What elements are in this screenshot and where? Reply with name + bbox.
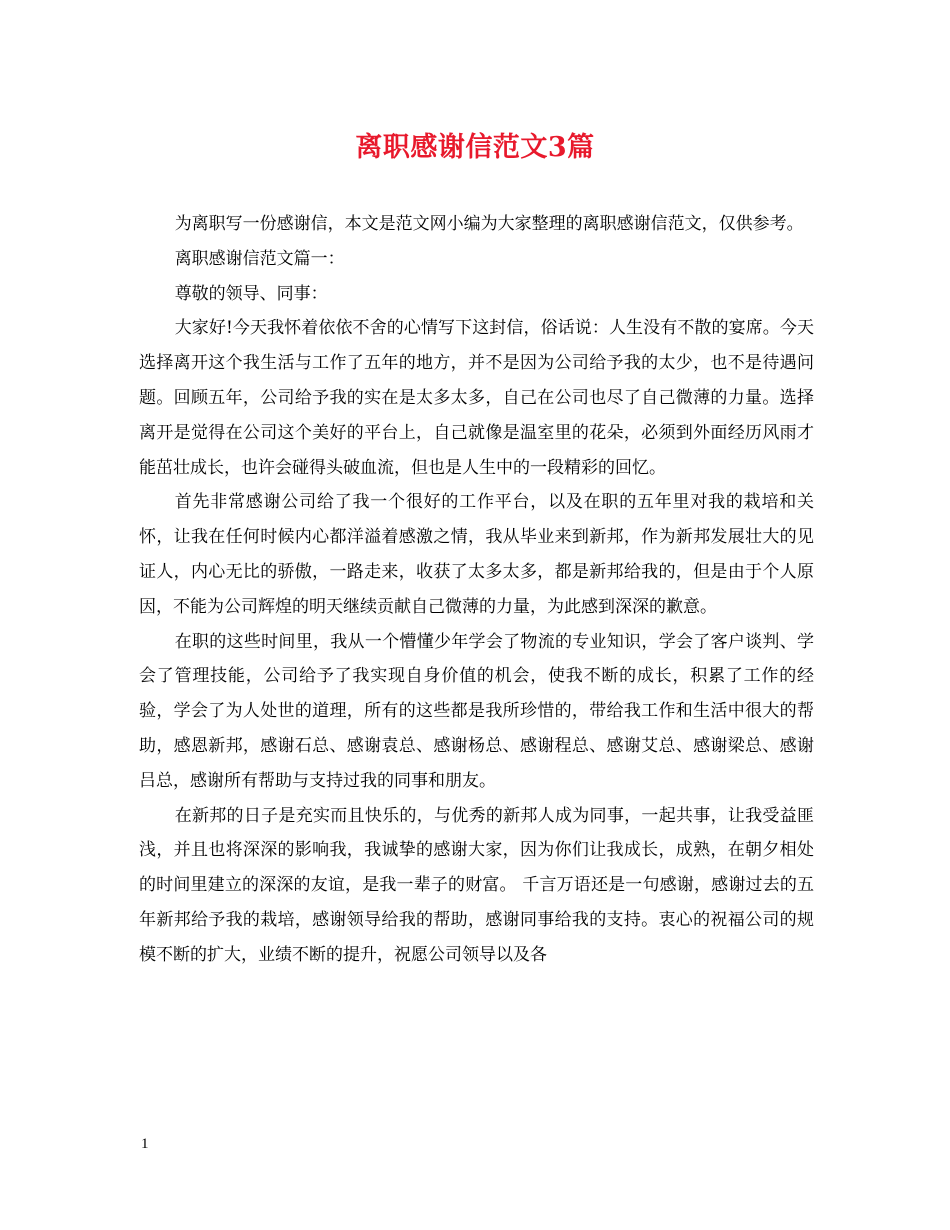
paragraph-section-heading: 离职感谢信范文篇一： xyxy=(174,248,345,269)
document-title: 离职感谢信范文3篇 xyxy=(355,132,595,163)
page-number: 1 xyxy=(141,1136,149,1152)
document-body xyxy=(139,207,814,973)
paragraph-body: 在职的这些时间里，我从一个懵懂少年学会了物流的专业知识，学会了客户谈判、学会了管理技能，公司给予了我实现自身价值的机会，使我不断的成长，积累了工作的经验，学会了为人处世的道理，所有的这些都是我所珍惜的，带给我工作和生活中很大的帮助，感恩新邦，感谢石总、感谢袁总、感谢杨总、感谢程总、感谢艾总、感谢梁总、感谢吕总，感谢所有帮助与支持过我的同事和朋友。 xyxy=(139,631,814,791)
paragraph-body: 大家好!今天我怀着依依不舍的心情写下这封信，俗话说：人生没有不散的宴席。今天选择离开这个我生活与工作了五年的地方，并不是因为公司给予我的太少，也不是待遇问题。回顾五年，公司给予我的实在是太多太多，自己在公司也尽了自己微薄的力量。选择离开是觉得在公司这个美好的平台上，自己就像是温室里的花朵，必须到外面经历风雨才能茁壮成长，也许会碰得头破血流，但也是人生中的一段精彩的回忆。 xyxy=(139,318,814,478)
paragraph-body: 首先非常感谢公司给了我一个很好的工作平台，以及在职的五年里对我的栽培和关怀，让我在任何时候内心都洋溢着感激之情，我从毕业来到新邦，作为新邦发展壮大的见证人，内心无比的骄傲，一路走来，收获了太多太多，都是新邦给我的，但是由于个人原因，不能为公司辉煌的明天继续贡献自己微薄的力量，为此感到深深的歉意。 xyxy=(139,492,814,617)
paragraph-salutation: 尊敬的领导、同事： xyxy=(174,283,328,304)
paragraph-body: 在新邦的日子是充实而且快乐的，与优秀的新邦人成为同事，一起共事，让我受益匪浅，并且也将深深的影响我，我诚挚的感谢大家，因为你们让我成长，成熟，在朝夕相处的时间里建立的深深的友谊，是我一辈子的财富。 千言万语还是一句感谢，感谢过去的五年新邦给予我的栽培，感谢领导给我的帮助，感谢同事给我的支持。衷心的祝福公司的规模不断的扩大，业绩不断的提升，祝愿公司领导以及各 xyxy=(139,805,814,965)
paragraph-intro: 为离职写一份感谢信，本文是范文网小编为大家整理的离职感谢信范文，仅供参考。 xyxy=(174,214,804,234)
